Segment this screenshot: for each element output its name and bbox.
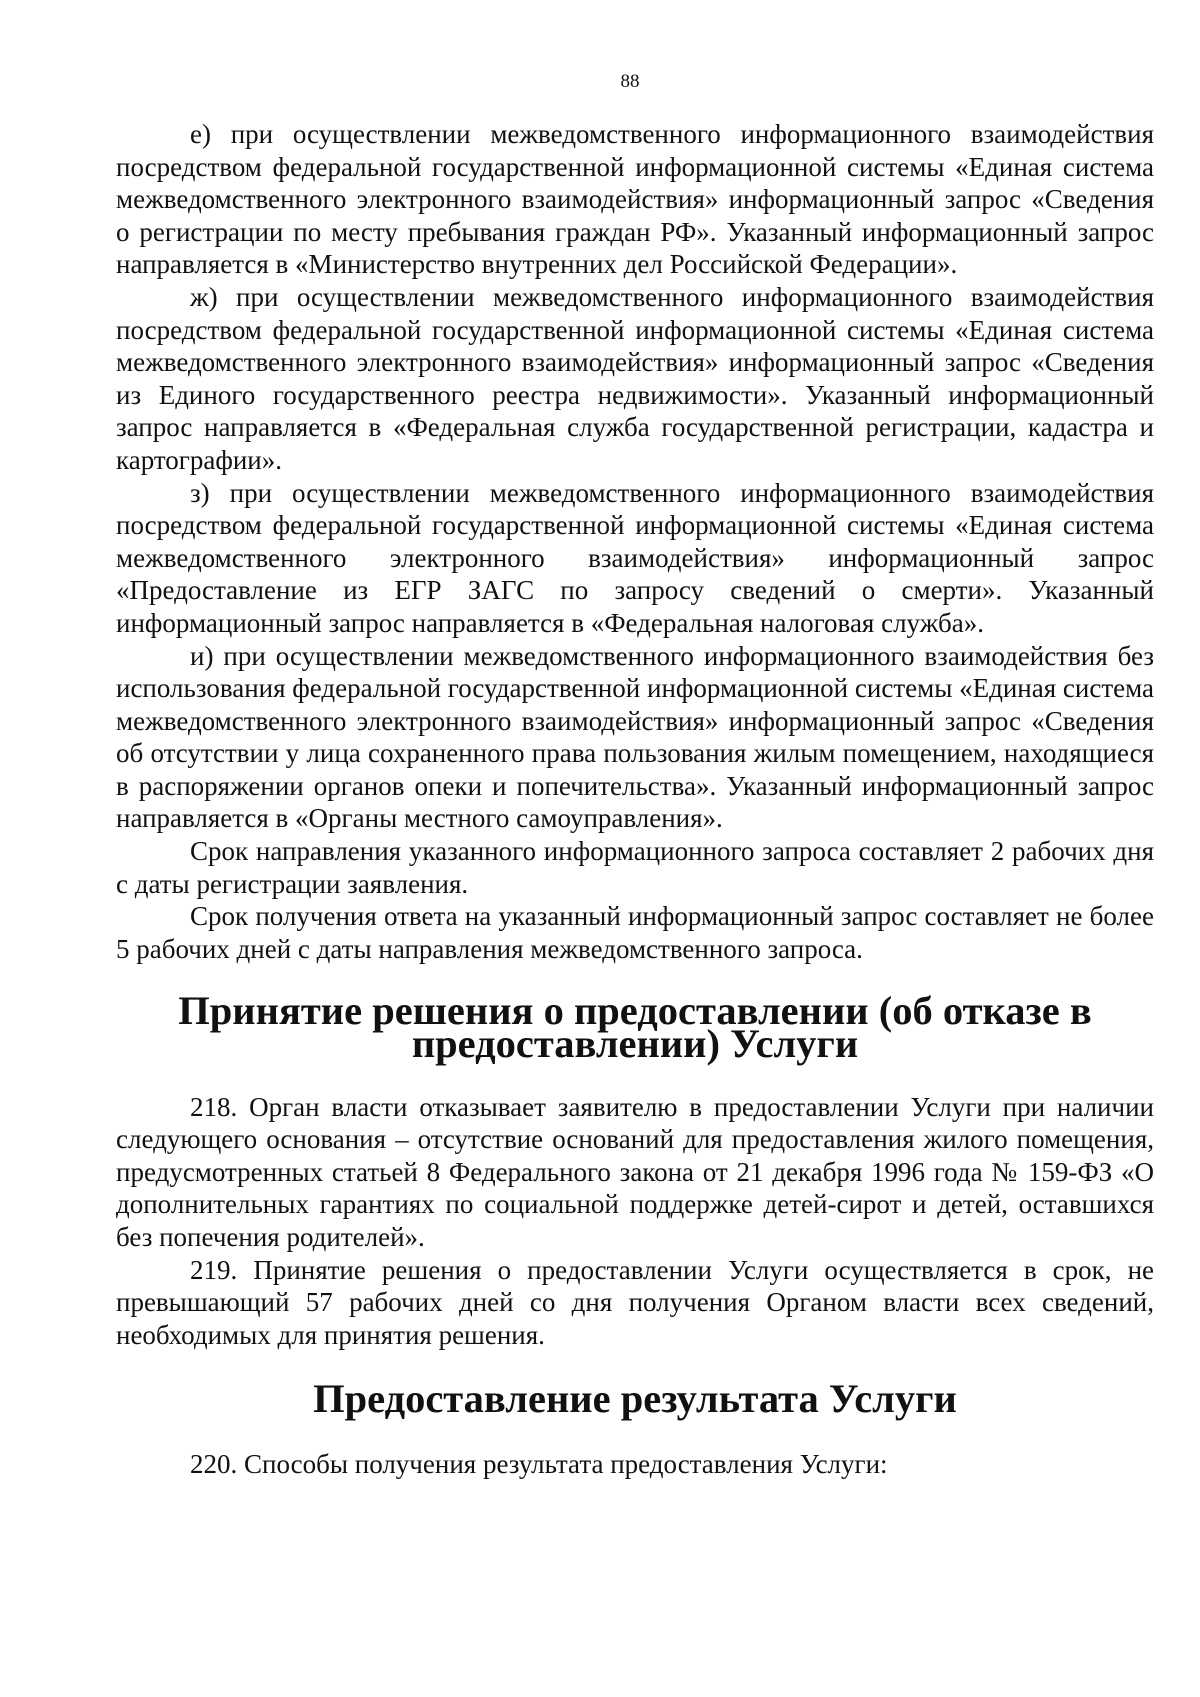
paragraph-item-zh: ж) при осуществлении межведомственного информационного взаимодействия посредством федеральной государственной информационной системы «Единая система межведомственного электронного взаимодействия» информационный запрос «Сведения из Единого государственного реестра недвижимости». Указанный информационный запрос направляется в «Федеральная служба государственной регистрации, кадастра и картографии».	[116, 281, 1154, 475]
document-body	[116, 118, 1154, 1481]
paragraph-219: 219. Принятие решения о предоставлении Услуги осуществляется в срок, не превышающий 57 рабочих дней со дня получения Органом власти всех сведений, необходимых для принятия решения.	[116, 1254, 1154, 1350]
paragraph-218: 218. Орган власти отказывает заявителю в предоставлении Услуги при наличии следующего основания – отсутствие оснований для предоставления жилого помещения, предусмотренных статьей 8 Федерального закона от 21 декабря 1996 года № 159-ФЗ «О дополнительных гарантиях по социальной поддержке детей-сирот и детей, оставшихся без попечения родителей».	[116, 1091, 1154, 1252]
paragraph-item-i: и) при осуществлении межведомственного информационного взаимодействия без использования федеральной государственной информационной системы «Единая система межведомственного электронного взаимодействия» информационный запрос «Сведения об отсутствии у лица сохраненного права пользования жилым помещением, находящиеся в распоряжении органов опеки и попечительства». Указанный информационный запрос направляется в «Органы местного самоуправления».	[116, 640, 1154, 834]
paragraph-response-deadline: Срок получения ответа на указанный информационный запрос составляет не более 5 рабочих дней с даты направления межведомственного запроса.	[116, 901, 1154, 964]
paragraph-request-deadline: Срок направления указанного информационного запроса составляет 2 рабочих дня с даты регистрации заявления.	[116, 836, 1154, 899]
section-heading-decision: Принятие решения о предоставлении (об отказе в предоставлении) Услуги	[178, 988, 1092, 1067]
section-heading-result: Предоставление результата Услуги	[313, 1376, 957, 1422]
paragraph-item-e: е) при осуществлении межведомственного информационного взаимодействия посредством федеральной государственной информационной системы «Единая система межведомственного электронного взаимодействия» информационный запрос «Сведения о регистрации по месту пребывания граждан РФ». Указанный информационный запрос направляется в «Министерство внутренних дел Российской Федерации».	[116, 119, 1154, 280]
paragraph-item-z: з) при осуществлении межведомственного информационного взаимодействия посредством федеральной государственной информационной системы «Единая система межведомственного электронного взаимодействия» информационный запрос «Предоставление из ЕГР ЗАГС по запросу сведений о смерти». Указанный информационный запрос направляется в «Федеральная налоговая служба».	[116, 477, 1154, 638]
page-number: 88	[620, 71, 640, 92]
paragraph-220: 220. Способы получения результата предоставления Услуги:	[190, 1448, 888, 1479]
